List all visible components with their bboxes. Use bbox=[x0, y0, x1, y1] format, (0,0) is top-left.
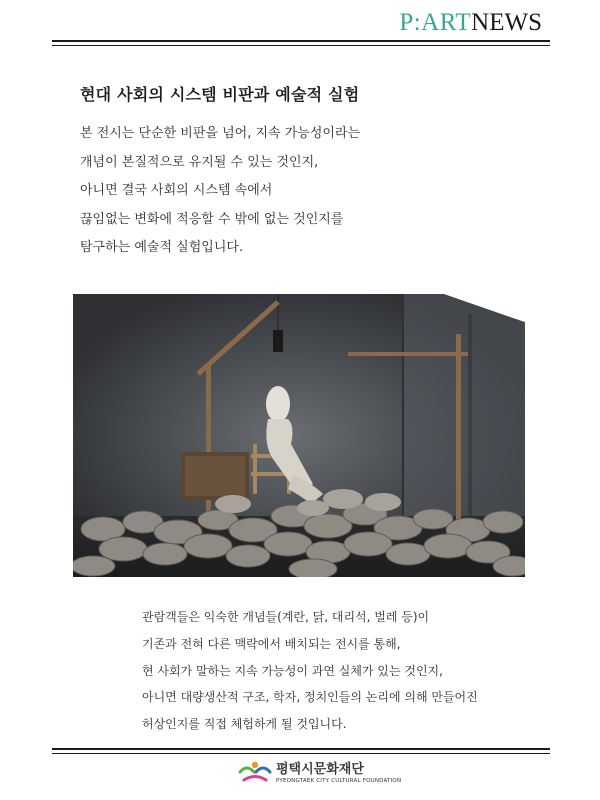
foundation-subtitle: PYEONGTAEK CITY CULTURAL FOUNDATION bbox=[276, 777, 402, 784]
section-heading: 현대 사회의 시스템 비판과 예술적 실험 bbox=[80, 85, 360, 104]
body-line: 허상인지를 직접 체험하게 될 것입니다. bbox=[142, 717, 347, 732]
intro-line: 끊임없는 변화에 적응할 수 밖에 없는 것인지를 bbox=[80, 211, 344, 227]
masthead-news: NEWS bbox=[471, 9, 542, 36]
foundation-logo bbox=[238, 760, 401, 786]
body-paragraph bbox=[142, 604, 542, 738]
top-rule bbox=[52, 40, 550, 42]
body-line: 아니면 대량생산적 구조, 학자, 정치인들의 논리에 의해 만들어진 bbox=[142, 690, 478, 705]
foundation-text bbox=[276, 762, 401, 785]
bottom-rule-thin bbox=[52, 753, 550, 754]
masthead-logo bbox=[399, 8, 542, 38]
intro-paragraph bbox=[80, 120, 520, 263]
foundation-name: 평택시문화재단 bbox=[276, 761, 364, 777]
foundation-emblem-icon bbox=[238, 760, 272, 786]
masthead-brand: P:ART bbox=[399, 9, 472, 36]
body-line: 기존과 전혀 다른 맥락에서 배치되는 전시를 통해, bbox=[142, 636, 401, 651]
intro-line: 탐구하는 예술적 실험입니다. bbox=[80, 240, 244, 255]
intro-line: 개념이 본질적으로 유지될 수 있는 것인지, bbox=[80, 154, 319, 170]
exhibition-photo bbox=[73, 294, 525, 577]
bottom-rule bbox=[52, 748, 550, 750]
top-rule-thin bbox=[52, 45, 550, 46]
body-line: 관람객들은 익숙한 개념들(계란, 닭, 대리석, 벌레 등)이 bbox=[142, 610, 430, 624]
intro-line: 본 전시는 단순한 비판을 넘어, 지속 가능성이라는 bbox=[80, 126, 361, 141]
intro-line: 아니면 결국 사회의 시스템 속에서 bbox=[80, 183, 273, 198]
body-line: 현 사회가 말하는 지속 가능성이 과연 실체가 있는 것인지, bbox=[142, 663, 443, 678]
